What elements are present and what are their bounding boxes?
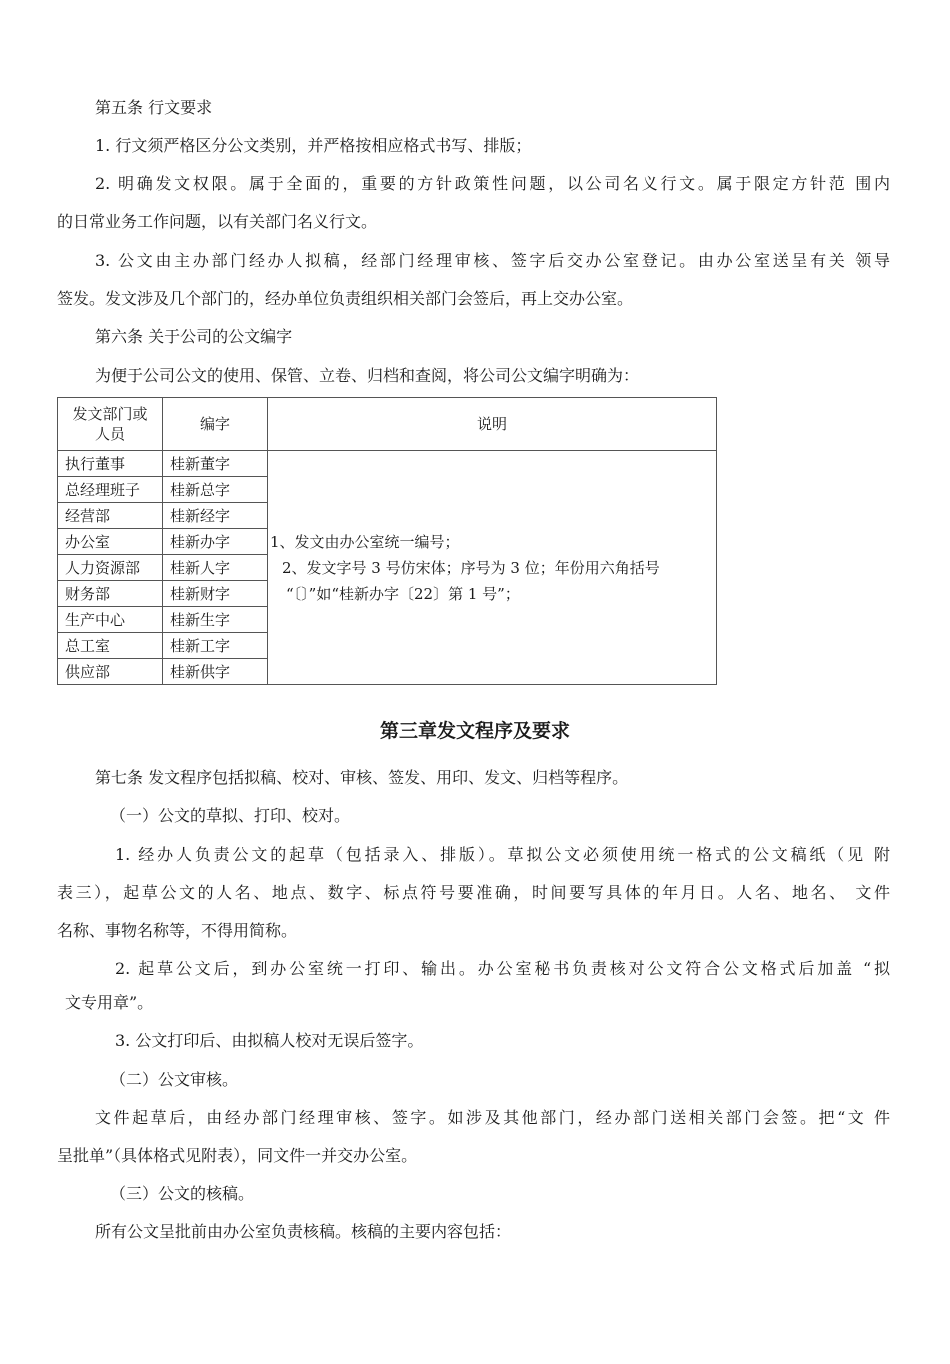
code-cell: 桂新经字 (163, 503, 268, 529)
code-cell: 桂新董字 (163, 451, 268, 477)
document-code-table (57, 397, 717, 685)
section2-line2: 呈批单”（具体格式见附表），同文件一并交办公室。 (57, 1146, 418, 1165)
dept-cell: 办公室 (58, 529, 163, 555)
article5-item1: 1. 行文须严格区分公文类别，并严格按相应格式书写、排版； (95, 136, 532, 155)
header-desc: 说明 (268, 398, 717, 451)
section1-item2-line2: 文专用章”。 (65, 993, 154, 1012)
dept-cell: 经营部 (58, 503, 163, 529)
article5-item2-line1: 2. 明确发文权限。属于全面的，重要的方针政策性问题，以公司名义行文。属于限定方针范 围内 (95, 174, 890, 193)
article5-item3-line1: 3. 公文由主办部门经办人拟稿，经部门经理审核、签字后交办公室登记。由办公室送呈有关 领导 (95, 251, 890, 270)
description-cell (268, 451, 717, 685)
article6-intro: 为便于公司公文的使用、保管、立卷、归档和查阅，将公司公文编字明确为： (95, 366, 640, 385)
section1-item1-line3: 名称、事物名称等，不得用简称。 (57, 921, 298, 940)
description-line1: 1、发文由办公室统一编号； (270, 532, 460, 551)
section3-heading: （三）公文的核稿。 (110, 1184, 255, 1203)
section1-item1-line1: 1. 经办人负责公文的起草（包括录入、排版）。草拟公文必须使用统一格式的公文稿纸（见 附 (115, 845, 890, 864)
article5-heading: 第五条 行文要求 (95, 98, 213, 117)
section1-item1-line2: 表三），起草公文的人名、地点、数字、标点符号要准确，时间要写具体的年月日。人名、地名、 文件 (57, 883, 890, 902)
code-cell: 桂新人字 (163, 555, 268, 581)
section2-line1: 文件起草后，由经办部门经理审核、签字。如涉及其他部门，经办部门送相关部门会签。把“文 件 (95, 1108, 890, 1127)
description-line2: 2、发文字号 3 号仿宋体；序号为 3 位；年份用六角括号 (282, 558, 660, 577)
dept-cell: 总经理班子 (58, 477, 163, 503)
table-header-row (58, 398, 717, 451)
dept-cell: 人力资源部 (58, 555, 163, 581)
article7-text: 第七条 发文程序包括拟稿、校对、审核、签发、用印、发文、归档等程序。 (95, 768, 629, 787)
section1-item2-line1: 2. 起草公文后，到办公室统一打印、输出。办公室秘书负责核对公文符合公文格式后加盖 “拟 (115, 959, 890, 978)
code-cell: 桂新办字 (163, 529, 268, 555)
article5-item3-line2: 签发。发文涉及几个部门的，经办单位负责组织相关部门会签后，再上交办公室。 (57, 289, 634, 308)
dept-cell: 财务部 (58, 581, 163, 607)
section1-heading: （一）公文的草拟、打印、校对。 (110, 806, 351, 825)
description-line3: “〔〕”如“桂新办字〔22〕第 1 号”； (286, 584, 520, 603)
section1-item3: 3. 公文打印后、由拟稿人校对无误后签字。 (115, 1031, 424, 1050)
article6-heading: 第六条 关于公司的公文编字 (95, 327, 293, 346)
dept-cell: 供应部 (58, 659, 163, 685)
dept-cell: 总工室 (58, 633, 163, 659)
code-cell: 桂新供字 (163, 659, 268, 685)
code-cell: 桂新生字 (163, 607, 268, 633)
section2-heading: （二）公文审核。 (110, 1070, 239, 1089)
code-cell: 桂新财字 (163, 581, 268, 607)
code-cell: 桂新总字 (163, 477, 268, 503)
table-row (58, 451, 717, 477)
chapter-title: 第三章发文程序及要求 (379, 720, 570, 742)
article5-item2-line2: 的日常业务工作问题，以有关部门名义行文。 (57, 212, 378, 231)
header-dept: 发文部门或 人员 (58, 398, 163, 451)
section3-line1: 所有公文呈批前由办公室负责核稿。核稿的主要内容包括： (95, 1222, 512, 1241)
header-code: 编字 (163, 398, 268, 451)
dept-cell: 执行董事 (58, 451, 163, 477)
code-cell: 桂新工字 (163, 633, 268, 659)
dept-cell: 生产中心 (58, 607, 163, 633)
